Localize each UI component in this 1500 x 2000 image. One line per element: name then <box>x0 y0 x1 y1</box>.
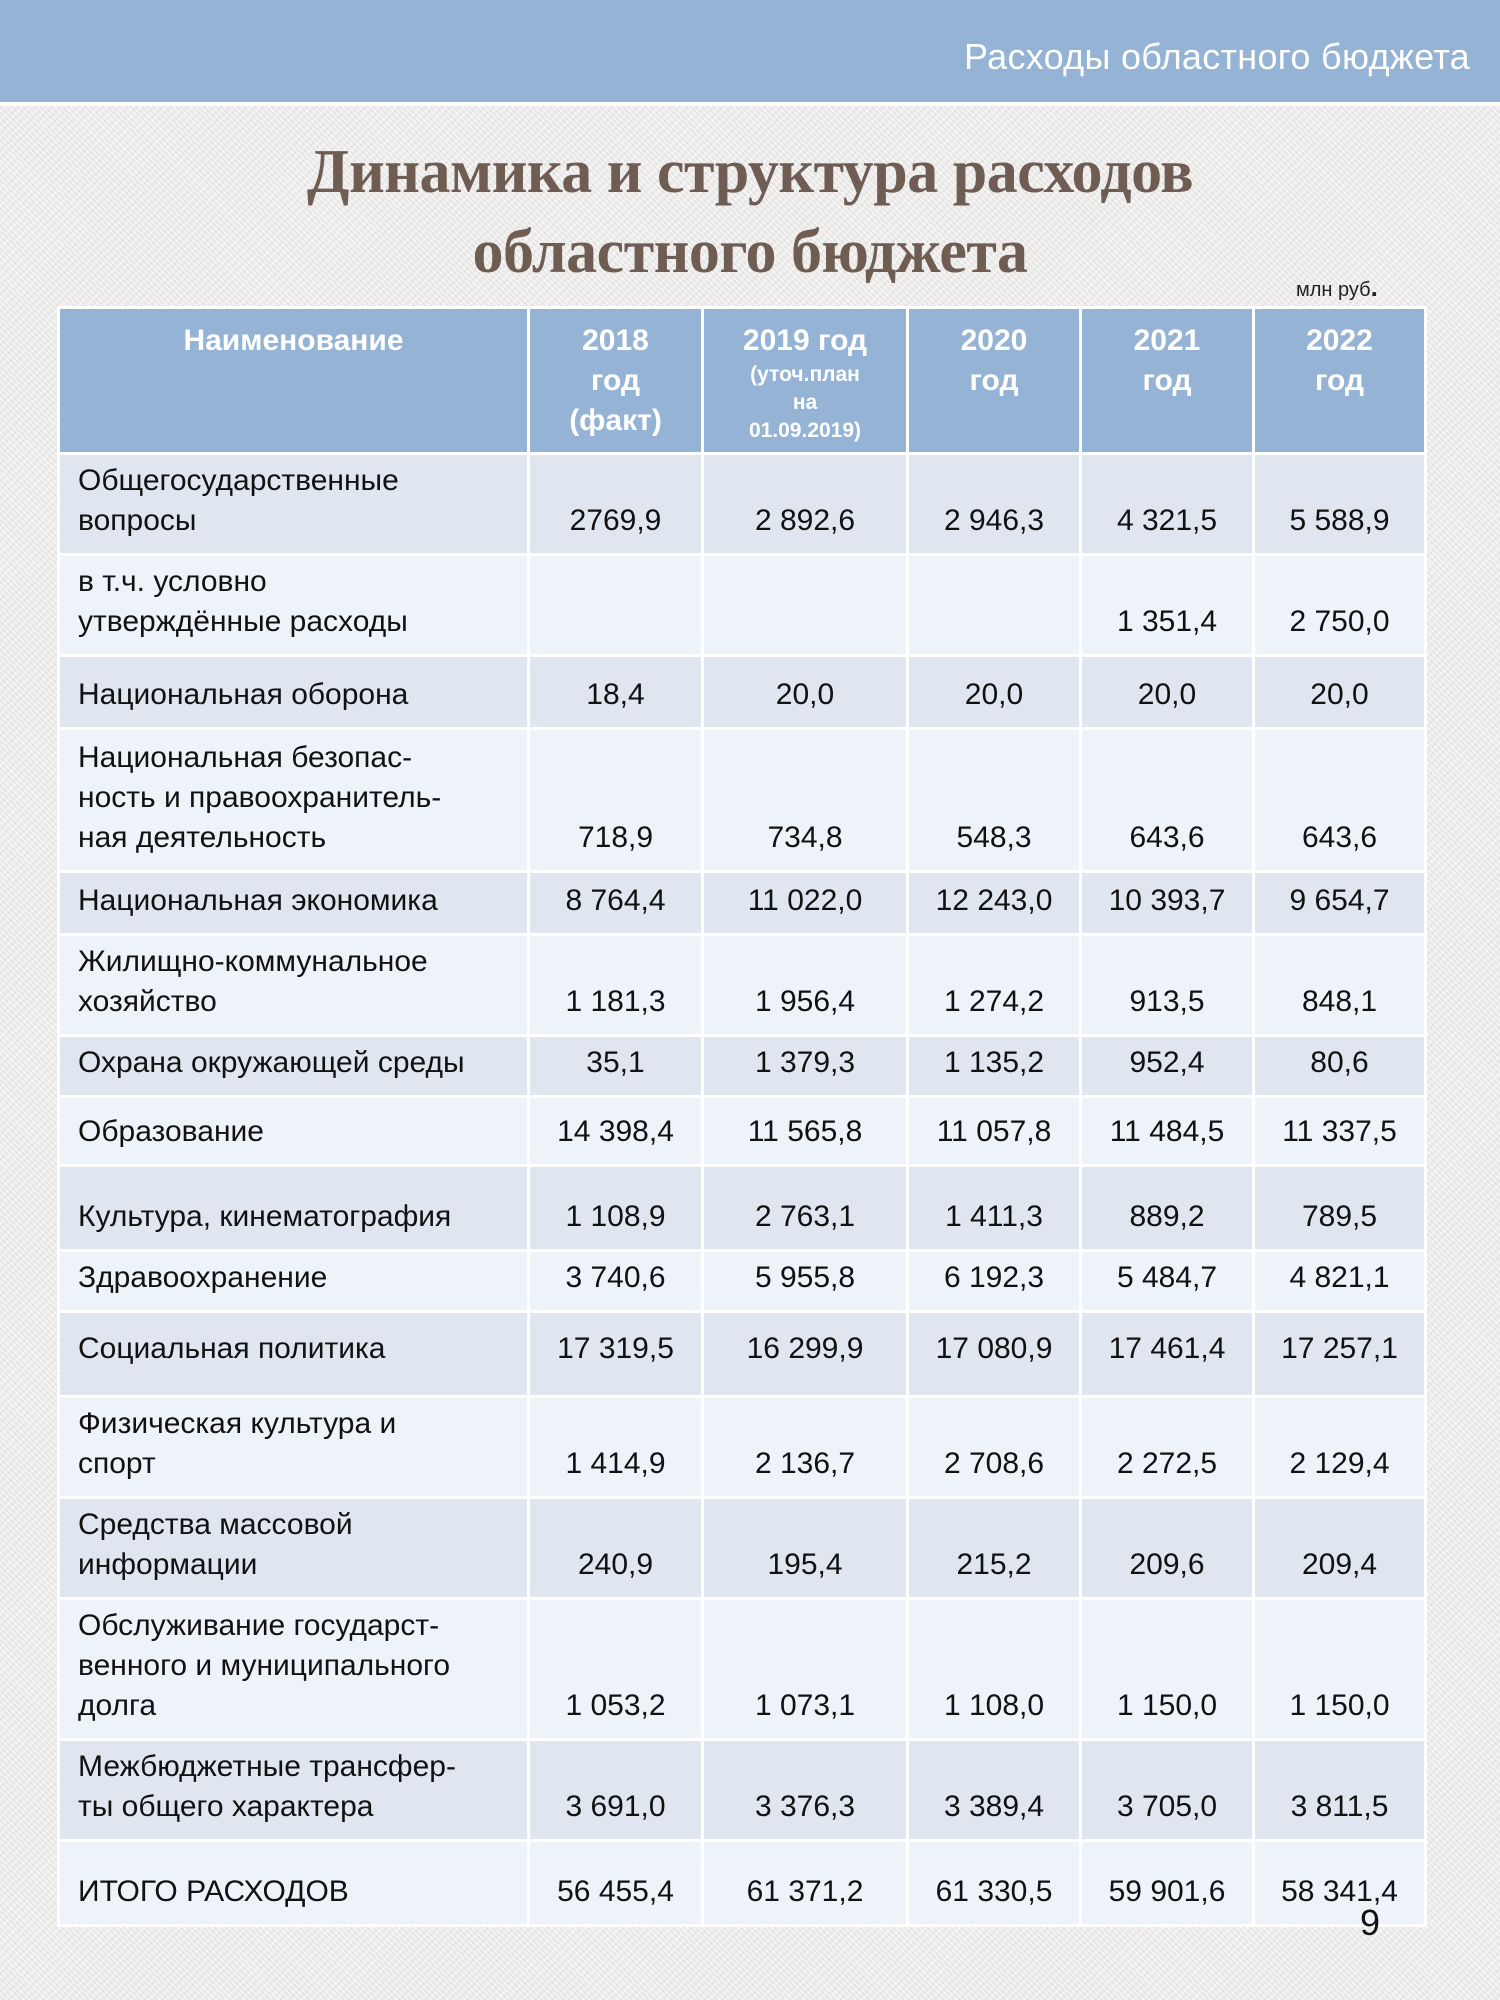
value-cell: 913,5 <box>1081 935 1254 1036</box>
value-cell: 2 946,3 <box>908 454 1081 555</box>
text-line: Охрана окружающей среды <box>78 1046 465 1079</box>
value-cell <box>529 555 703 656</box>
value-cell: 643,6 <box>1081 729 1254 872</box>
row-label <box>59 1097 529 1166</box>
table-row <box>59 1312 1426 1397</box>
value-cell: 3 691,0 <box>529 1740 703 1841</box>
page-title-line-2: областного бюджета <box>472 218 1028 286</box>
value-cell: 20,0 <box>1081 656 1254 729</box>
text-line: 2021 <box>1133 324 1201 357</box>
value-cell: 3 389,4 <box>908 1740 1081 1841</box>
text-line: Средства массовой <box>78 1508 353 1541</box>
row-label <box>59 935 529 1036</box>
text-line: на <box>792 391 818 414</box>
value-cell: 17 080,9 <box>908 1312 1081 1397</box>
value-cell: 3 705,0 <box>1081 1740 1254 1841</box>
value-cell: 61 371,2 <box>703 1841 908 1926</box>
value-cell: 2 763,1 <box>703 1166 908 1251</box>
budget-table <box>57 306 1427 1927</box>
text-line: год <box>1142 364 1192 397</box>
table-body <box>59 454 1426 1926</box>
column-header-year <box>1254 308 1426 454</box>
table-row <box>59 1841 1426 1926</box>
value-cell: 3 376,3 <box>703 1740 908 1841</box>
text-line: ная деятельность <box>78 821 327 854</box>
value-cell: 59 901,6 <box>1081 1841 1254 1926</box>
value-cell: 1 379,3 <box>703 1036 908 1097</box>
table-row <box>59 1036 1426 1097</box>
text-line: информации <box>78 1548 258 1581</box>
page-title-line-1: Динамика и структура расходов <box>306 138 1194 206</box>
text-line: 2022 <box>1306 324 1373 357</box>
text-line: Жилищно-коммунальное <box>78 945 428 978</box>
value-cell: 11 565,8 <box>703 1097 908 1166</box>
value-cell: 11 022,0 <box>703 872 908 935</box>
value-cell: 11 057,8 <box>908 1097 1081 1166</box>
value-cell: 20,0 <box>908 656 1081 729</box>
value-cell: 1 053,2 <box>529 1599 703 1740</box>
value-cell: 952,4 <box>1081 1036 1254 1097</box>
value-cell: 240,9 <box>529 1498 703 1599</box>
text-line: Культура, кинематография <box>78 1200 452 1233</box>
section-title: Расходы областного бюджета <box>964 36 1470 77</box>
row-label <box>59 872 529 935</box>
value-cell: 1 108,9 <box>529 1166 703 1251</box>
value-cell: 17 257,1 <box>1254 1312 1426 1397</box>
value-cell: 848,1 <box>1254 935 1426 1036</box>
value-cell: 1 414,9 <box>529 1397 703 1498</box>
value-cell: 2 129,4 <box>1254 1397 1426 1498</box>
value-cell: 718,9 <box>529 729 703 872</box>
value-cell: 734,8 <box>703 729 908 872</box>
table-row <box>59 1599 1426 1740</box>
text-line: долга <box>78 1689 157 1722</box>
value-cell: 215,2 <box>908 1498 1081 1599</box>
column-header-name <box>59 308 529 454</box>
row-label <box>59 1397 529 1498</box>
value-cell: 1 150,0 <box>1081 1599 1254 1740</box>
value-cell: 1 108,0 <box>908 1599 1081 1740</box>
row-label <box>59 1251 529 1312</box>
value-cell: 1 181,3 <box>529 935 703 1036</box>
text-line: утверждённые расходы <box>78 605 408 638</box>
row-label <box>59 1166 529 1251</box>
table-row <box>59 1166 1426 1251</box>
table-row <box>59 1740 1426 1841</box>
row-label <box>59 1740 529 1841</box>
value-cell: 1 956,4 <box>703 935 908 1036</box>
value-cell: 20,0 <box>1254 656 1426 729</box>
value-cell: 11 484,5 <box>1081 1097 1254 1166</box>
value-cell: 4 321,5 <box>1081 454 1254 555</box>
value-cell: 61 330,5 <box>908 1841 1081 1926</box>
column-header-year <box>703 308 908 454</box>
value-cell: 1 274,2 <box>908 935 1081 1036</box>
table-row <box>59 1498 1426 1599</box>
row-label <box>59 1498 529 1599</box>
value-cell: 195,4 <box>703 1498 908 1599</box>
text-line: 01.09.2019) <box>748 419 862 442</box>
value-cell: 10 393,7 <box>1081 872 1254 935</box>
banner-divider <box>0 102 1500 106</box>
page-title <box>0 132 1500 292</box>
text-line: ИТОГО РАСХОДОВ <box>78 1875 349 1908</box>
value-cell: 1 150,0 <box>1254 1599 1426 1740</box>
text-line: Социальная политика <box>78 1332 386 1365</box>
value-cell: 2769,9 <box>529 454 703 555</box>
value-cell: 2 272,5 <box>1081 1397 1254 1498</box>
table-row <box>59 1097 1426 1166</box>
column-header-year <box>908 308 1081 454</box>
value-cell: 58 341,4 <box>1254 1841 1426 1926</box>
units-text: млн руб <box>1296 279 1371 301</box>
value-cell: 35,1 <box>529 1036 703 1097</box>
row-label <box>59 555 529 656</box>
text-line: Национальная экономика <box>78 884 438 917</box>
value-cell: 80,6 <box>1254 1036 1426 1097</box>
value-cell: 12 243,0 <box>908 872 1081 935</box>
table-row <box>59 656 1426 729</box>
row-label <box>59 1312 529 1397</box>
value-cell: 643,6 <box>1254 729 1426 872</box>
text-line: Здравоохранение <box>78 1261 328 1294</box>
table-header-row <box>59 308 1426 454</box>
value-cell: 14 398,4 <box>529 1097 703 1166</box>
text-line: Межбюджетные трансфер- <box>78 1750 456 1783</box>
text-line: Наименование <box>183 324 404 357</box>
value-cell: 209,6 <box>1081 1498 1254 1599</box>
text-line: 2019 год <box>742 324 868 357</box>
value-cell: 11 337,5 <box>1254 1097 1426 1166</box>
text-line: в т.ч. условно <box>78 565 267 598</box>
text-line: Общегосударственные <box>78 464 399 497</box>
value-cell: 3 811,5 <box>1254 1740 1426 1841</box>
text-line: (уточ.план <box>750 363 860 386</box>
row-label <box>59 729 529 872</box>
value-cell: 56 455,4 <box>529 1841 703 1926</box>
value-cell: 3 740,6 <box>529 1251 703 1312</box>
column-header-year <box>1081 308 1254 454</box>
value-cell: 4 821,1 <box>1254 1251 1426 1312</box>
text-line: хозяйство <box>78 985 217 1018</box>
value-cell: 1 135,2 <box>908 1036 1081 1097</box>
row-label <box>59 1036 529 1097</box>
value-cell: 20,0 <box>703 656 908 729</box>
value-cell <box>703 555 908 656</box>
page-number: 9 <box>1360 1902 1381 1943</box>
text-line: год <box>1314 364 1365 397</box>
text-line: венного и муниципального <box>78 1649 451 1682</box>
row-label <box>59 656 529 729</box>
value-cell: 209,4 <box>1254 1498 1426 1599</box>
text-line: спорт <box>78 1447 156 1480</box>
column-header-year <box>529 308 703 454</box>
text-line: ты общего характера <box>78 1790 374 1823</box>
table-row <box>59 729 1426 872</box>
text-line: 2018 <box>582 324 649 357</box>
table-row <box>59 555 1426 656</box>
value-cell: 5 955,8 <box>703 1251 908 1312</box>
row-label <box>59 1841 529 1926</box>
value-cell: 2 708,6 <box>908 1397 1081 1498</box>
value-cell: 6 192,3 <box>908 1251 1081 1312</box>
value-cell: 548,3 <box>908 729 1081 872</box>
value-cell: 2 136,7 <box>703 1397 908 1498</box>
text-line: ность и правоохранитель- <box>78 781 442 814</box>
value-cell: 1 073,1 <box>703 1599 908 1740</box>
text-line: год <box>590 364 641 397</box>
text-line: Обслуживание государст- <box>78 1609 440 1642</box>
table-row <box>59 454 1426 555</box>
value-cell: 18,4 <box>529 656 703 729</box>
value-cell: 9 654,7 <box>1254 872 1426 935</box>
row-label <box>59 1599 529 1740</box>
units-label: млн руб. <box>1296 272 1378 302</box>
text-line: Национальная оборона <box>78 678 409 711</box>
value-cell: 1 411,3 <box>908 1166 1081 1251</box>
value-cell: 16 299,9 <box>703 1312 908 1397</box>
text-line: (факт) <box>569 404 662 437</box>
value-cell: 5 484,7 <box>1081 1251 1254 1312</box>
text-line: Образование <box>78 1115 264 1148</box>
row-label <box>59 454 529 555</box>
value-cell: 2 750,0 <box>1254 555 1426 656</box>
text-line: 2020 <box>960 324 1028 357</box>
text-line: Национальная безопас- <box>78 741 413 774</box>
table-row <box>59 872 1426 935</box>
table-row <box>59 1397 1426 1498</box>
value-cell: 789,5 <box>1254 1166 1426 1251</box>
value-cell: 889,2 <box>1081 1166 1254 1251</box>
value-cell: 1 351,4 <box>1081 555 1254 656</box>
text-line: вопросы <box>78 504 197 537</box>
table-row <box>59 935 1426 1036</box>
value-cell: 5 588,9 <box>1254 454 1426 555</box>
value-cell: 2 892,6 <box>703 454 908 555</box>
value-cell: 17 319,5 <box>529 1312 703 1397</box>
value-cell: 8 764,4 <box>529 872 703 935</box>
value-cell <box>908 555 1081 656</box>
table-row <box>59 1251 1426 1312</box>
value-cell: 17 461,4 <box>1081 1312 1254 1397</box>
text-line: год <box>969 364 1019 397</box>
top-banner <box>0 0 1500 106</box>
text-line: Физическая культура и <box>78 1407 397 1440</box>
